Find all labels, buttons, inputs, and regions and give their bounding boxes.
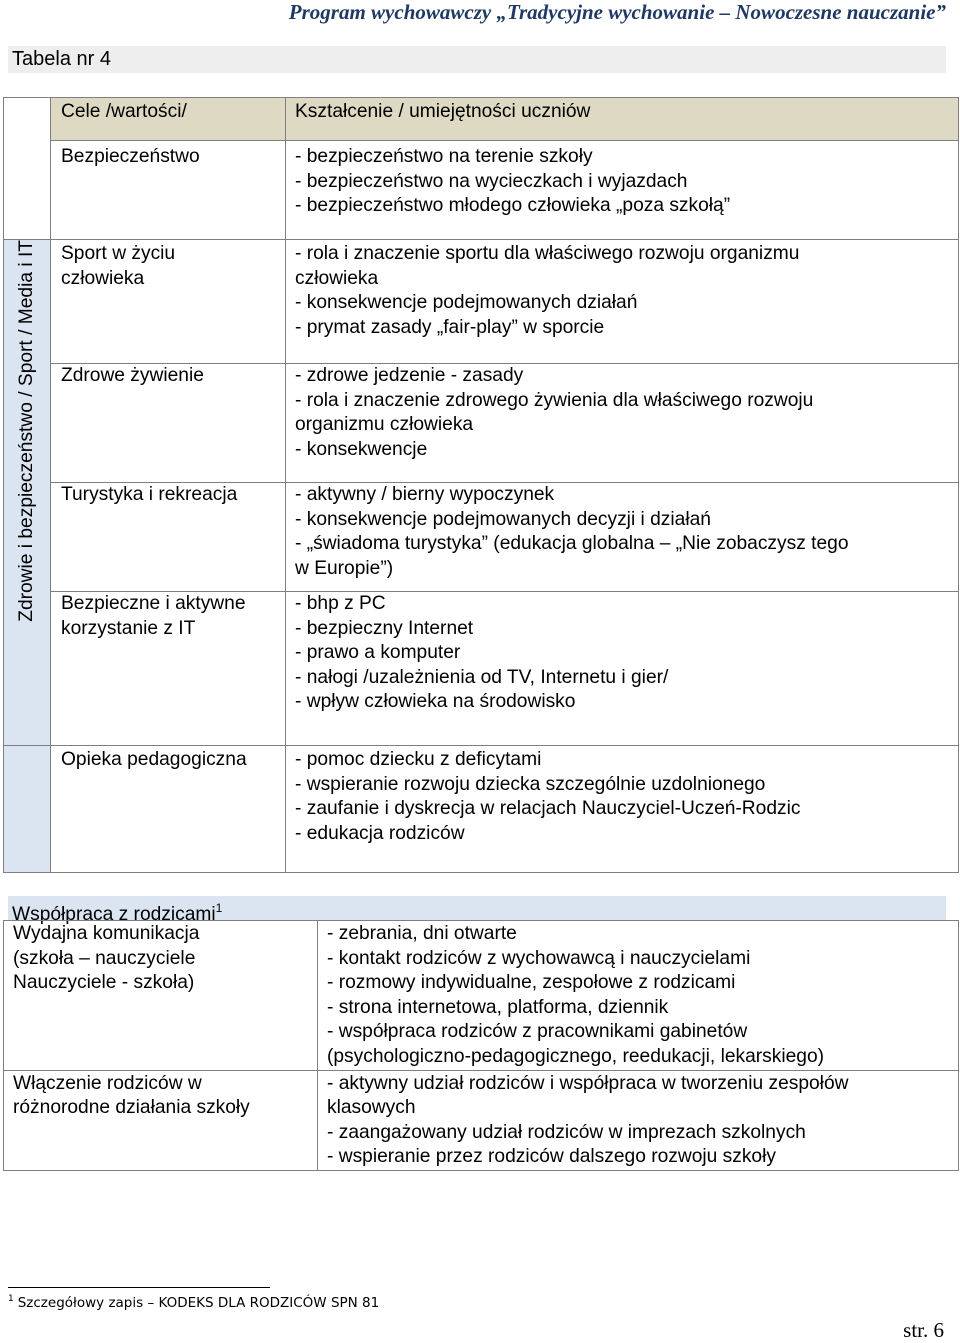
right-cell: - zebrania, dni otwarte - kontakt rodziców z wychowawcą i nauczycielami - rozmowy indywidualne, zespołowe z rodzicami - strona internetowa, platforma, dziennik - współpraca rodziców z pracownikami gabinetów (psychologiczno-pedagogicznego, reedukacji, lekarskiego): [318, 921, 959, 1071]
value-cell: Turystyka i rekreacja: [51, 483, 286, 592]
left-cell: Włączenie rodziców w różnorodne działania szkoły: [4, 1070, 318, 1170]
table-row: [4, 141, 959, 240]
footnote: [8, 1294, 379, 1311]
footnote-separator: [8, 1287, 270, 1288]
header-skills: Kształcenie / umiejętności uczniów: [286, 98, 959, 141]
skills-cell: - bhp z PC - bezpieczny Internet - prawo a komputer - nałogi /uzależnienia od TV, Internetu i gier/ - wpływ człowieka na środowisko: [286, 592, 959, 746]
skills-cell: - aktywny / bierny wypoczynek - konsekwencje podejmowanych decyzji i działań - „świadoma turystyka” (edukacja globalna – „Nie zobaczysz tego w Europie”): [286, 483, 959, 592]
parents-cooperation-caption: Współpraca z rodzicami$^1$: [8, 896, 946, 920]
skills-cell: - zdrowe jedzenie - zasady - rola i znaczenie zdrowego żywienia dla właściwego rozwoju organizmu człowieka - konsekwencje: [286, 364, 959, 483]
table-row: [4, 921, 959, 1071]
value-cell: Zdrowe żywienie: [51, 364, 286, 483]
table-row: [4, 592, 959, 746]
left-cell: Wydajna komunikacja (szkoła – nauczyciele Nauczyciele - szkoła): [4, 921, 318, 1071]
group-label-cell: [4, 240, 51, 746]
value-cell: Bezpieczeństwo: [51, 141, 286, 240]
skills-cell: - rola i znaczenie sportu dla właściwego rozwoju organizmu człowieka - konsekwencje podejmowanych działań - prymat zasady „fair-play” w sporcie: [286, 240, 959, 364]
value-cell: Sport w życiu człowieka: [51, 240, 286, 364]
footnote-text: Szczegółowy zapis – KODEKS DLA RODZICÓW SPN 81: [17, 1295, 380, 1311]
skills-cell: - pomoc dziecku z deficytami - wspieranie rozwoju dziecka szczególnie uzdolnionego - zaufanie i dyskrecja w relacjach Nauczyciel-Uczeń-Rodzic - edukacja rodziców: [286, 746, 959, 873]
table-row: [4, 746, 959, 873]
parents-cooperation-table: [3, 920, 959, 1171]
header-values: Cele /wartości/: [51, 98, 286, 141]
table-row: [4, 364, 959, 483]
side-cell: [4, 746, 51, 873]
right-cell: - aktywny udział rodziców i współpraca w tworzeniu zespołów klasowych - zaangażowany udział rodziców w imprezach szkolnych - wspieranie przez rodziców dalszego rozwoju szkoły: [318, 1070, 959, 1170]
footnote-marker: 1: [8, 1294, 14, 1304]
page-number: str. 6: [903, 1318, 944, 1342]
table-header-row: [4, 98, 959, 141]
table-row: [4, 1070, 959, 1170]
group-label: Zdrowie i bezpieczeństwo / Sport / Media i IT: [15, 240, 37, 622]
value-cell: Bezpieczne i aktywne korzystanie z IT: [51, 592, 286, 746]
running-title: Program wychowawczy „Tradycyjne wychowanie – Nowoczesne nauczanie”: [288, 0, 946, 24]
table-row: [4, 483, 959, 592]
values-skills-table: [3, 97, 959, 873]
footnote-ref: 1: [215, 901, 223, 915]
value-cell: Opieka pedagogiczna: [51, 746, 286, 873]
blank-corner-cell: [4, 98, 51, 141]
skills-cell: - bezpieczeństwo na terenie szkoły - bezpieczeństwo na wycieczkach i wyjazdach - bezpieczeństwo młodego człowieka „poza szkołą”: [286, 141, 959, 240]
blank-side-cell: [4, 141, 51, 240]
table-caption: Tabela nr 4: [8, 46, 946, 73]
table-row: [4, 240, 959, 364]
